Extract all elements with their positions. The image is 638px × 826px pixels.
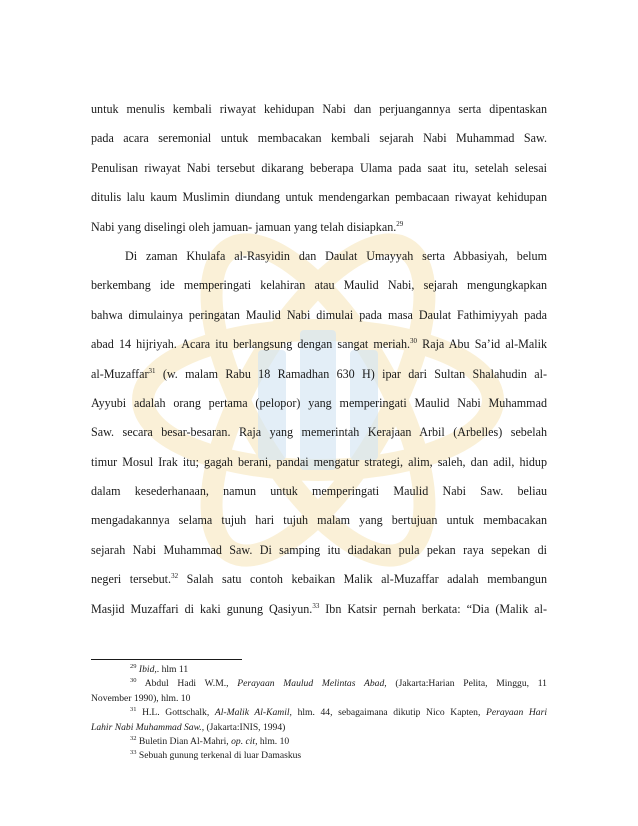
footnote-ref-30: 30 (410, 337, 418, 346)
footnote-text: (Jakarta:Harian Pelita, Minggu, 11 (386, 678, 547, 690)
text-segment: abad 14 hijriyah. Acara itu berlangsung dengan sangat meriah. (91, 337, 411, 352)
text-segment: Nabi yang diselingi oleh jamuan- jamuan yang telah disiapkan. (91, 219, 397, 234)
footnote-text: Buletin Dian Al-Mahri, (136, 736, 232, 748)
text-segment: negeri tersebut. (91, 572, 172, 587)
footnote-ref-31: 31 (148, 366, 156, 375)
text-segment: (w. malam Rabu 18 Ramadhan 630 H) ipar dari Sultan Shalahudin al- (155, 366, 547, 381)
footnote-text: . hlm 11 (156, 664, 189, 675)
footnote-31 (91, 706, 547, 720)
footnote-ref-33: 33 (312, 601, 320, 610)
text-line (91, 595, 547, 624)
footnote-text: (Jakarta:INIS, 1994) (204, 721, 286, 733)
text-segment: Raja Abu Sa’id al-Malik (417, 337, 547, 352)
text-line: untuk menulis kembali riwayat kehidupan Nabi dan perjuangannya serta dipentaskan (91, 102, 547, 116)
text-line: Ayyubi adalah orang pertama (pelopor) yang memperingati Maulid Nabi Muhammad (91, 395, 547, 410)
footnote-30 (91, 677, 547, 691)
footnote-33 (91, 749, 547, 763)
footnote-text: Sebuah gunung terkenal di luar Damaskus (136, 750, 302, 762)
footnote-italic: Perayaan Hari (485, 707, 547, 719)
footnote-ref-32: 32 (171, 572, 179, 581)
body-text (91, 95, 547, 624)
footnote-italic: Lahir Nabi Muhammad Saw., (91, 721, 205, 733)
text-line: ditulis lalu kaum Muslimin diundang untuk mendengarkan pembacaan riwayat kehidupan (91, 190, 547, 205)
text-line (91, 213, 547, 242)
footnote-text: H.L. Gottschalk, (136, 707, 215, 719)
text-line: pada acara seremonial untuk membacakan kembali sejarah Nabi Muhammad Saw. (91, 131, 547, 146)
footnote-text: November 1990), hlm. 10 (91, 692, 191, 704)
text-segment: Salah satu contoh kebaikan Malik al-Muzaffar adalah membangun (178, 572, 547, 587)
footnote-number: 30 (130, 677, 137, 685)
text-segment: Ibn Katsir pernah berkata: “Dia (Malik al- (319, 601, 547, 616)
text-line: Penulisan riwayat Nabi tersebut dikarang beberapa Ulama pada saat itu, setelah selesai (91, 160, 547, 175)
footnote-ref-29: 29 (396, 219, 404, 228)
text-segment: Masjid Muzaffari di kaki gunung Qasiyun. (91, 601, 313, 616)
footnote-italic: Al-Malik Al-Kamil, (214, 707, 292, 719)
footnote-text: Abdul Hadi W.M., (136, 678, 238, 690)
text-line: timur Mosul Irak itu; gagah berani, pandai mengatur strategi, alim, saleh, dan adil, hidup (91, 454, 547, 469)
text-line: Saw. secara besar-besaran. Raja yang memerintah Kerajaan Arbil (Arbelles) sebelah (91, 425, 547, 440)
text-line: bahwa dimulainya peringatan Maulid Nabi dimulai pada masa Daulat Fathimiyyah pada (91, 307, 547, 322)
footnote-text: hlm. 44, sebagaimana dikutip Nico Kapten, (291, 707, 486, 719)
footnotes (91, 663, 547, 764)
footnote-29 (91, 663, 547, 677)
text-line: berkembang ide memperingati kelahiran atau Maulid Nabi, sejarah mengungkapkan (91, 278, 547, 293)
footnote-separator (91, 659, 242, 660)
footnote-number: 33 (130, 749, 137, 757)
text-line: dalam kesederhanaan, namun untuk memperingati Maulid Nabi Saw. beliau (91, 484, 547, 499)
footnote-32 (91, 735, 547, 749)
footnote-italic: Ibid, (138, 664, 157, 675)
footnote-number: 31 (130, 706, 137, 714)
paragraph-start: Di zaman Khulafa al-Rasyidin dan Daulat Umayyah serta Abbasiyah, belum (125, 248, 547, 263)
footnote-number: 32 (130, 735, 137, 743)
text-line (91, 565, 547, 594)
text-line: mengadakannya selama tujuh hari tujuh malam yang bertujuan untuk membacakan (91, 513, 547, 528)
footnote-text: hlm. 10 (257, 736, 290, 748)
text-segment: al-Muzaffar (91, 366, 149, 381)
text-line: sejarah Nabi Muhammad Saw. Di samping itu diadakan pula pekan raya sepekan di (91, 542, 547, 557)
footnote-30-continued (91, 692, 547, 706)
footnote-number: 29 (130, 663, 137, 670)
footnote-italic: Perayaan Maulud Melintas Abad, (237, 678, 387, 690)
text-line (91, 330, 547, 359)
footnote-31-continued (91, 721, 547, 735)
footnote-italic: op. cit, (231, 736, 258, 748)
text-line (91, 360, 547, 389)
